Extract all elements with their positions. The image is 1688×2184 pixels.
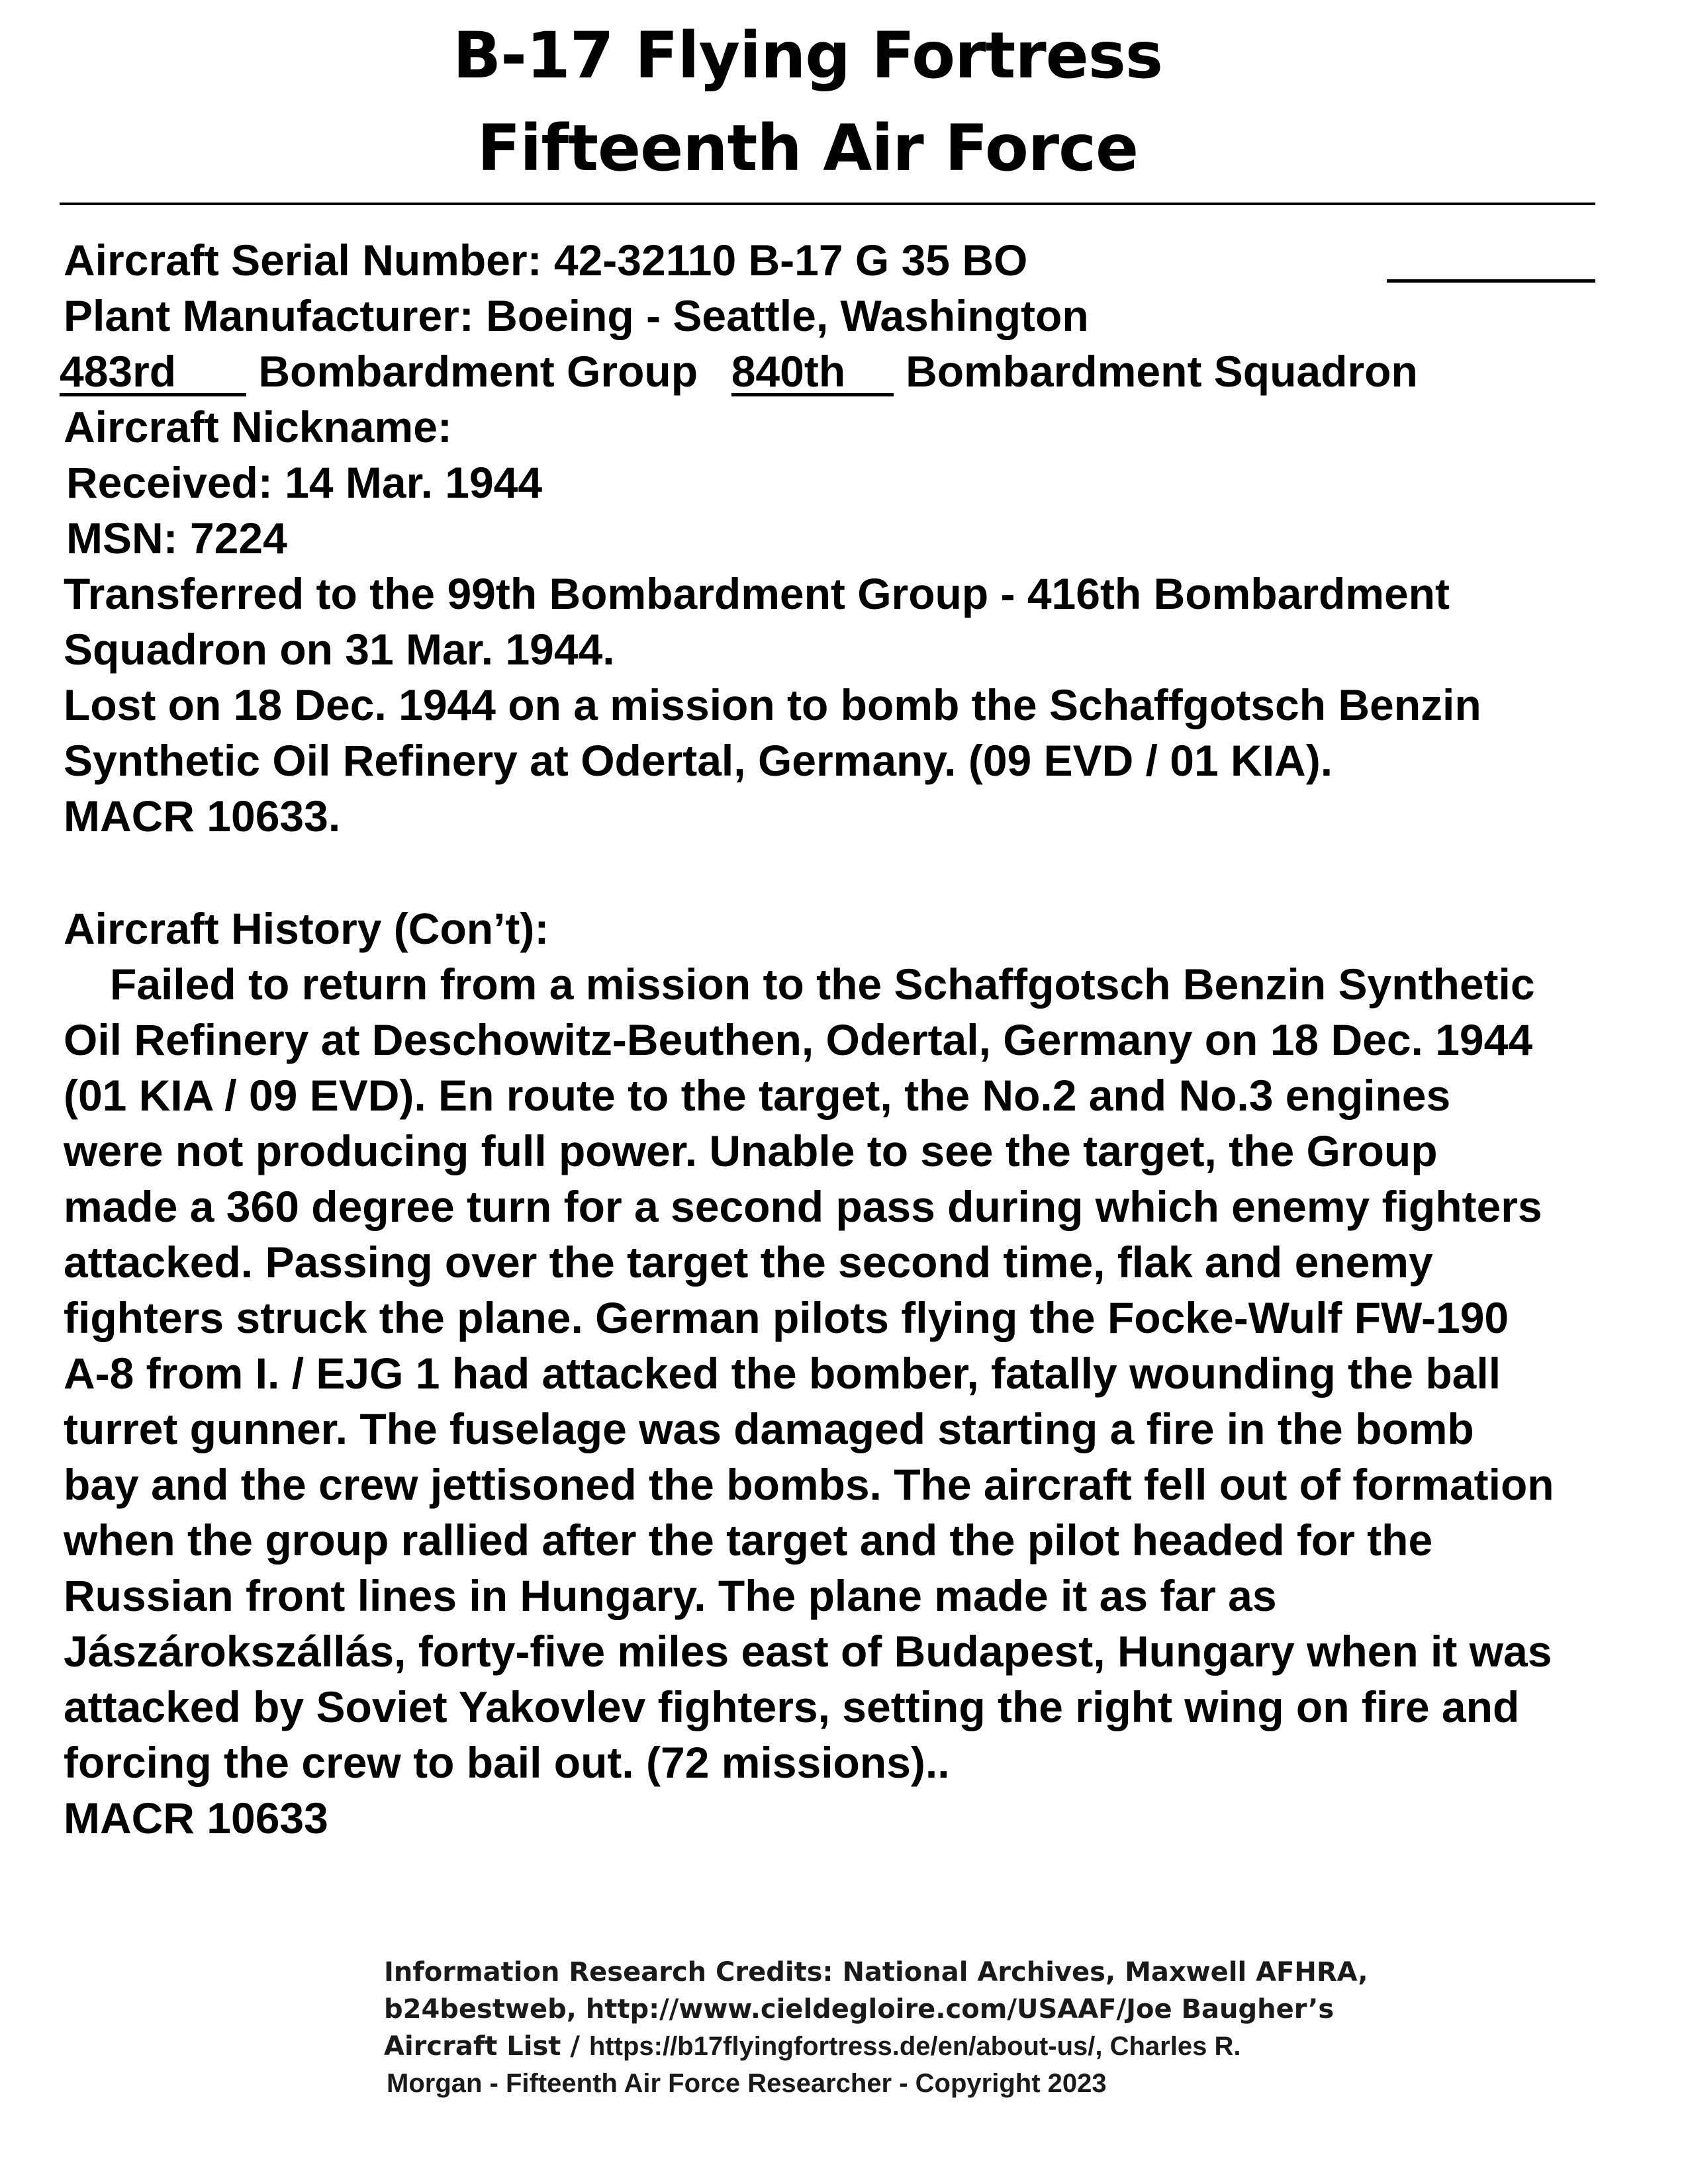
- group-label: Bombardment Group: [258, 347, 698, 396]
- squadron-label: Bombardment Squadron: [906, 347, 1418, 396]
- history-line: when the group rallied after the target and the pilot headed for the: [64, 1516, 1433, 1565]
- group-number: 483rd: [60, 349, 246, 396]
- history-line: bay and the crew jettisoned the bombs. The aircraft fell out of formation: [64, 1460, 1554, 1509]
- summary-line: MACR 10633.: [64, 792, 341, 841]
- summary-line: Transferred to the 99th Bombardment Group - 416th Bombardment: [64, 569, 1450, 618]
- credits-copyright: Morgan - Fifteenth Air Force Researcher - Copyright 2023: [387, 2069, 1107, 2098]
- history-line: Failed to return from a mission to the Schaffgotsch Benzin Synthetic: [110, 960, 1535, 1009]
- page-subtitle: Fifteenth Air Force: [477, 111, 1139, 185]
- header-divider: [60, 203, 1595, 205]
- summary-line: Lost on 18 Dec. 1944 on a mission to bomb the Schaffgotsch Benzin: [64, 680, 1481, 729]
- history-line: made a 360 degree turn for a second pass during which enemy fighters: [64, 1182, 1542, 1231]
- history-line: (01 KIA / 09 EVD). En route to the target, the No.2 and No.3 engines: [64, 1071, 1451, 1120]
- history-macr: MACR 10633: [64, 1794, 328, 1843]
- serial-number-line: Aircraft Serial Number: 42-32110 B-17 G 35 BO: [64, 236, 1028, 285]
- history-line: attacked. Passing over the target the second time, flak and enemy: [64, 1238, 1433, 1287]
- history-line: attacked by Soviet Yakovlev fighters, setting the right wing on fire and: [64, 1682, 1520, 1731]
- history-line: forcing the crew to bail out. (72 missions)..: [64, 1738, 950, 1787]
- manufacturer-line: Plant Manufacturer: Boeing - Seattle, Washington: [64, 291, 1089, 340]
- summary-line: Squadron on 31 Mar. 1944.: [64, 625, 615, 674]
- history-line: Russian front lines in Hungary. The plane made it as far as: [64, 1571, 1277, 1620]
- page-title: B-17 Flying Fortress: [452, 19, 1163, 93]
- squadron-number: 840th: [731, 349, 894, 396]
- history-line: were not producing full power. Unable to see the target, the Group: [64, 1126, 1438, 1175]
- credits-line: b24bestweb, http://www.cieldegloire.com/USAAF/Joe Baugher’s: [384, 1994, 1335, 2025]
- history-line: Oil Refinery at Deschowitz-Beuthen, Odertal, Germany on 18 Dec. 1944: [64, 1015, 1533, 1064]
- nickname-line: Aircraft Nickname:: [64, 402, 452, 451]
- history-heading: Aircraft History (Con’t):: [64, 904, 549, 953]
- credits-segment: Aircraft List /: [384, 2031, 589, 2062]
- credits-line: Information Research Credits: National Archives, Maxwell AFHRA,: [384, 1957, 1368, 1987]
- history-line: A-8 from I. / EJG 1 had attacked the bomber, fatally wounding the ball: [64, 1349, 1501, 1398]
- group-squadron-line: [60, 349, 1418, 396]
- summary-line: Synthetic Oil Refinery at Odertal, Germany. (09 EVD / 01 KIA).: [64, 736, 1333, 785]
- history-line: Jászárokszállás, forty-five miles east of Budapest, Hungary when it was: [64, 1627, 1552, 1676]
- credits-line: [384, 2033, 1241, 2060]
- msn-line: MSN: 7224: [66, 514, 287, 563]
- history-line: turret gunner. The fuselage was damaged starting a fire in the bomb: [64, 1404, 1474, 1453]
- blank-underline: [1387, 279, 1595, 283]
- credits-url: https://b17flyingfortress.de/en/about-us/, Charles R.: [588, 2032, 1241, 2061]
- received-line: Received: 14 Mar. 1944: [66, 458, 543, 507]
- history-line: fighters struck the plane. German pilots flying the Focke-Wulf FW-190: [64, 1293, 1509, 1342]
